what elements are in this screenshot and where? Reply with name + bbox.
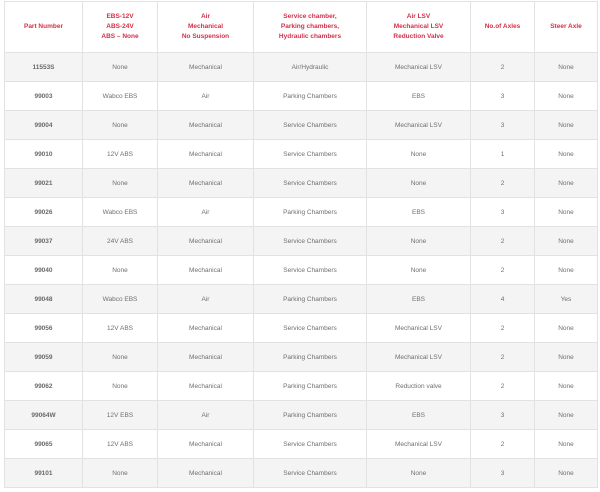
braking-cell: None [83, 372, 158, 401]
chambers-cell: Service Chambers [254, 140, 367, 169]
header-braking-system: EBS-12V ABS-24V ABS – None [83, 2, 158, 53]
suspension-cell: Mechanical [158, 372, 254, 401]
steer-axle-cell: None [535, 343, 598, 372]
steer-axle-cell: None [535, 169, 598, 198]
valve-cell: EBS [367, 198, 471, 227]
table-row [5, 256, 598, 285]
steer-axle-cell: None [535, 256, 598, 285]
valve-cell: None [367, 256, 471, 285]
suspension-cell: Mechanical [158, 430, 254, 459]
valve-cell: Mechanical LSV [367, 111, 471, 140]
header-suspension: Air Mechanical No Suspension [158, 2, 254, 53]
table-row [5, 372, 598, 401]
chambers-cell: Parking Chambers [254, 285, 367, 314]
chambers-cell: Parking Chambers [254, 372, 367, 401]
axles-cell: 2 [471, 343, 535, 372]
steer-axle-cell: None [535, 227, 598, 256]
suspension-cell: Mechanical [158, 227, 254, 256]
chambers-cell: Service Chambers [254, 430, 367, 459]
steer-axle-cell: None [535, 53, 598, 82]
chambers-cell: Service Chambers [254, 111, 367, 140]
chambers-cell: Service Chambers [254, 227, 367, 256]
part-number-cell: 99026 [5, 198, 83, 227]
suspension-cell: Mechanical [158, 53, 254, 82]
valve-cell: Mechanical LSV [367, 314, 471, 343]
part-number-cell: 99004 [5, 111, 83, 140]
suspension-cell: Air [158, 82, 254, 111]
valve-cell: EBS [367, 401, 471, 430]
part-number-cell: 99040 [5, 256, 83, 285]
suspension-cell: Mechanical [158, 169, 254, 198]
chambers-cell: Service Chambers [254, 314, 367, 343]
braking-cell: 12V ABS [83, 430, 158, 459]
header-row [5, 2, 598, 53]
braking-cell: None [83, 343, 158, 372]
suspension-cell: Mechanical [158, 459, 254, 488]
part-number-cell: 99056 [5, 314, 83, 343]
axles-cell: 3 [471, 82, 535, 111]
header-part-number: Part Number [5, 2, 83, 53]
axles-cell: 2 [471, 53, 535, 82]
steer-axle-cell: None [535, 314, 598, 343]
chambers-cell: Air/Hydraulic [254, 53, 367, 82]
part-number-cell: 99064W [5, 401, 83, 430]
steer-axle-cell: None [535, 430, 598, 459]
steer-axle-cell: None [535, 111, 598, 140]
part-number-cell: 99065 [5, 430, 83, 459]
suspension-cell: Air [158, 285, 254, 314]
header-chambers: Service chamber, Parking chambers, Hydraulic chambers [254, 2, 367, 53]
braking-cell: Wabco EBS [83, 198, 158, 227]
braking-cell: 12V ABS [83, 140, 158, 169]
suspension-cell: Mechanical [158, 256, 254, 285]
axles-cell: 3 [471, 459, 535, 488]
steer-axle-cell: None [535, 401, 598, 430]
table-body [5, 53, 598, 488]
suspension-cell: Mechanical [158, 140, 254, 169]
steer-axle-cell: Yes [535, 285, 598, 314]
axles-cell: 2 [471, 227, 535, 256]
part-number-cell: 99062 [5, 372, 83, 401]
axles-cell: 4 [471, 285, 535, 314]
braking-cell: None [83, 256, 158, 285]
table-row [5, 82, 598, 111]
braking-cell: 12V ABS [83, 314, 158, 343]
steer-axle-cell: None [535, 82, 598, 111]
table-row [5, 285, 598, 314]
table-row [5, 169, 598, 198]
steer-axle-cell: None [535, 140, 598, 169]
table-row [5, 111, 598, 140]
header-steer-axle: Steer Axle [535, 2, 598, 53]
suspension-cell: Mechanical [158, 111, 254, 140]
table-row [5, 227, 598, 256]
valve-cell: Mechanical LSV [367, 53, 471, 82]
braking-cell: None [83, 169, 158, 198]
table-row [5, 401, 598, 430]
valve-cell: None [367, 169, 471, 198]
header-load-sensing-valve: Air LSV Mechanical LSV Reduction Valve [367, 2, 471, 53]
valve-cell: EBS [367, 82, 471, 111]
valve-cell: Mechanical LSV [367, 343, 471, 372]
steer-axle-cell: None [535, 372, 598, 401]
steer-axle-cell: None [535, 198, 598, 227]
part-number-cell: 99059 [5, 343, 83, 372]
table-row [5, 198, 598, 227]
table-header [5, 2, 598, 53]
table-row [5, 314, 598, 343]
axles-cell: 3 [471, 111, 535, 140]
table-row [5, 459, 598, 488]
chambers-cell: Service Chambers [254, 459, 367, 488]
valve-cell: EBS [367, 285, 471, 314]
chambers-cell: Parking Chambers [254, 401, 367, 430]
valve-cell: None [367, 459, 471, 488]
table-row [5, 430, 598, 459]
axles-cell: 1 [471, 140, 535, 169]
chambers-cell: Parking Chambers [254, 343, 367, 372]
valve-cell: None [367, 227, 471, 256]
suspension-cell: Mechanical [158, 343, 254, 372]
chambers-cell: Service Chambers [254, 169, 367, 198]
braking-cell: 12V EBS [83, 401, 158, 430]
braking-cell: 24V ABS [83, 227, 158, 256]
braking-cell: Wabco EBS [83, 285, 158, 314]
suspension-cell: Mechanical [158, 314, 254, 343]
valve-cell: None [367, 140, 471, 169]
braking-cell: None [83, 53, 158, 82]
part-number-cell: 99003 [5, 82, 83, 111]
axles-cell: 2 [471, 314, 535, 343]
part-number-cell: 99101 [5, 459, 83, 488]
axles-cell: 3 [471, 401, 535, 430]
axles-cell: 2 [471, 372, 535, 401]
part-number-cell: 11553S [5, 53, 83, 82]
suspension-cell: Air [158, 198, 254, 227]
axles-cell: 3 [471, 198, 535, 227]
part-number-cell: 99021 [5, 169, 83, 198]
axles-cell: 2 [471, 169, 535, 198]
part-number-cell: 99048 [5, 285, 83, 314]
table-row [5, 343, 598, 372]
parts-table [4, 1, 598, 488]
axles-cell: 2 [471, 430, 535, 459]
header-axles: No.of Axles [471, 2, 535, 53]
steer-axle-cell: None [535, 459, 598, 488]
chambers-cell: Parking Chambers [254, 82, 367, 111]
table-row [5, 140, 598, 169]
axles-cell: 2 [471, 256, 535, 285]
braking-cell: Wabco EBS [83, 82, 158, 111]
suspension-cell: Air [158, 401, 254, 430]
valve-cell: Reduction valve [367, 372, 471, 401]
chambers-cell: Parking Chambers [254, 198, 367, 227]
part-number-cell: 99037 [5, 227, 83, 256]
braking-cell: None [83, 459, 158, 488]
table-row [5, 53, 598, 82]
chambers-cell: Service Chambers [254, 256, 367, 285]
braking-cell: None [83, 111, 158, 140]
part-number-cell: 99010 [5, 140, 83, 169]
valve-cell: Mechanical LSV [367, 430, 471, 459]
parts-table-container [4, 1, 597, 488]
